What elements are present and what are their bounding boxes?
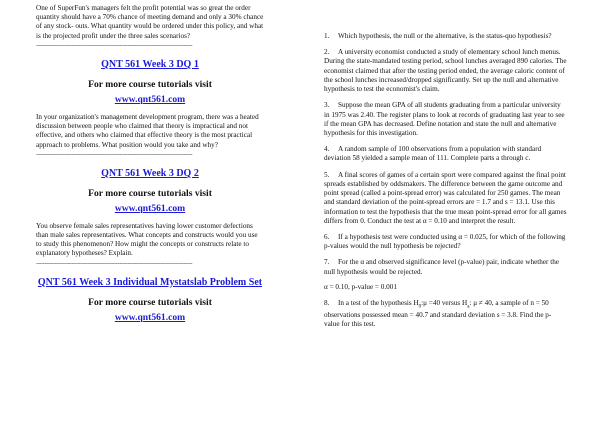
site-link[interactable]: www.qnt561.com [114,93,186,105]
question-item: 2. A university economist conducted a study of elementary school lunch menus. During the state-mandated testing period, school lunches averaged 890 calories. The economist claimed that after the testing period ended, the average caloric content of the school lunches increased/dropped significantly. Set up the null and alternative hypothesis to test the economist's claim. [324,48,567,94]
section-body: In your organization's management development program, there was a heated discussion between people who claimed that theory is impractical and not effective, and others who claimed that effective theory is the most practical approach to problems. What position would you take and why? [36,112,259,149]
question-item: 8. In a test of the hypothesis $H_0:\mu =40$ versus $H_a$: μ ≠ 40, a sample of n = 50 observations possessed mean = 40.7 and standard deviation s = 3.8. Find the p- value for this test. [324,299,552,329]
section-body: You observe female sales representatives having lower customer defections than male sales representatives. What concepts and constructs would you use to study this phenomenon? How might the concepts or constructs relate to explanatory hypotheses? Explain. [36,221,258,258]
question-item: 3. Suppose the mean GPA of all students graduating from a particular university in 1975 was 2.40. The register plans to look at records of graduating last year to see if the mean GPA has decreased. Define notation and state the null and alternative hypothesis for this investigation. [324,101,565,137]
promo-text: For more course tutorials visit [88,187,212,199]
question-item: 5. A final scores of games of a certain sport were compared against the final point spreads established by oddsmakers. The difference between the game outcome and point spread (called a point-spread error) was calculated for 250 games. The mean and standard deviation of the point-spread errors are = 1.7 and s = 13.1. Use this information to test the hypothesis that the true mean point-spread error for all games differs from 0. Conduct the test at α = 0.10 and interpret the result. [324,170,567,225]
section-dq1 [36,59,264,158]
left-column [36,0,264,323]
right-column [324,0,568,329]
section-mystatslab [36,277,264,323]
section-heading-link[interactable]: QNT 561 Week 3 DQ 2 [101,167,199,179]
intro-paragraph: One of SuperFun's managers felt the profit potential was so great the order quantity should have a 70% chance of meeting demand and only a 30% chance of any stock- outs. What quantity would be ordered under this policy, and what is the projected profit under the three sales scenarios? [36,4,264,40]
promo-text: For more course tutorials visit [88,296,212,308]
site-link[interactable]: www.qnt561.com [114,202,186,214]
question-item: 4. A random sample of 100 observations from a population with standard deviation 58 yielded a sample mean of 111. Complete parts a through c. [324,145,542,163]
question-item: 7. For the α and observed significance level (p-value) pair, indicate whether the null hypothesis would be rejected. [324,258,560,276]
section-heading-link[interactable]: QNT 561 Week 3 DQ 1 [101,58,199,70]
divider: -------------------------------------------------------------------------------------------- [36,260,193,267]
alpha-pvalue-line: α = 0.10, p-value = 0.001 [324,282,397,291]
section-dq2 [36,168,264,267]
divider: -------------------------------------------------------------------------------------------- [36,42,193,49]
question-list [324,32,568,329]
question-item: 1. Which hypothesis, the null or the alternative, is the status-quo hypothesis? [324,32,552,40]
divider: -------------------------------------------------------------------------------------------- [36,151,193,158]
section-heading-link[interactable]: QNT 561 Week 3 Individual Mystatslab Problem Set [37,276,263,288]
site-link[interactable]: www.qnt561.com [114,311,186,323]
promo-text: For more course tutorials visit [88,78,212,90]
question-item: 6. If a hypothesis test were conducted using α = 0.025, for which of the following p-values would the null hypothesis be rejected? [324,232,566,251]
